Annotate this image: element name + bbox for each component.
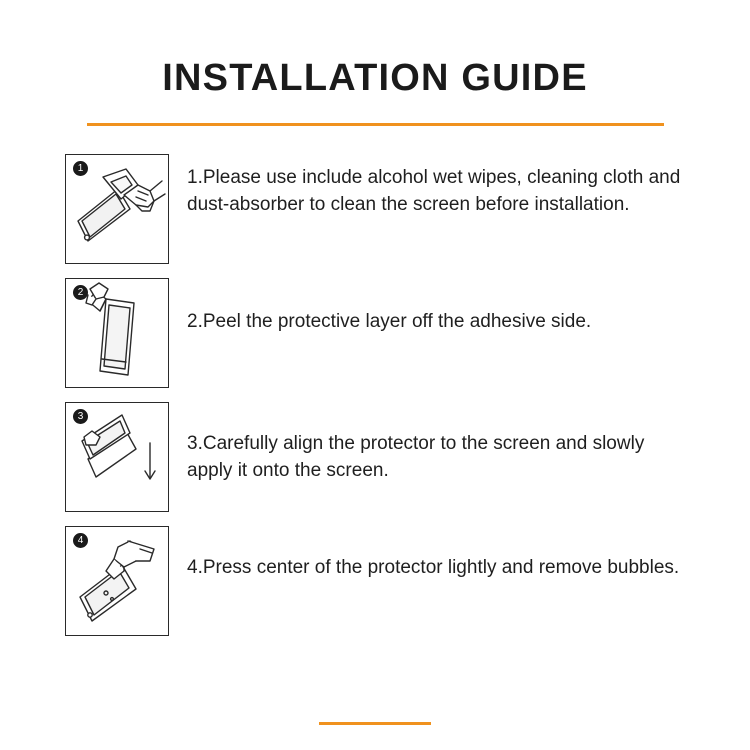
step-illustration-3: [65, 402, 169, 512]
step-badge-2: 2: [73, 285, 88, 300]
step-illustration-1: [65, 154, 169, 264]
steps-list: [65, 126, 685, 636]
step-badge-1: 1: [73, 161, 88, 176]
step-body-3: Carefully align the protector to the screen and slowly apply it onto the screen.: [187, 432, 645, 482]
step-body-1: Please use include alcohol wet wipes, cleaning cloth and dust-absorber to clean the screen before installation.: [187, 166, 681, 216]
list-item: [65, 526, 685, 636]
step-number-2: 2.: [187, 310, 203, 332]
step-text-2: [169, 278, 685, 336]
step-illustration-2: [65, 278, 169, 388]
step-number-1: 1.: [187, 166, 203, 188]
step-text-3: [169, 402, 685, 485]
step-text-4: [169, 526, 685, 582]
footer-divider: [319, 722, 431, 725]
step-badge-3: 3: [73, 409, 88, 424]
step-illustration-4: [65, 526, 169, 636]
step-number-3: 3.: [187, 432, 203, 454]
list-item: [65, 402, 685, 512]
page-title: INSTALLATION GUIDE: [162, 57, 588, 99]
step-number-4: 4.: [187, 556, 203, 578]
step-body-4: Press center of the protector lightly and remove bubbles.: [202, 556, 680, 578]
step-badge-4: 4: [73, 533, 88, 548]
list-item: [65, 278, 685, 388]
list-item: [65, 154, 685, 264]
step-body-2: Peel the protective layer off the adhesive side.: [202, 310, 592, 332]
step-text-1: [169, 154, 685, 219]
